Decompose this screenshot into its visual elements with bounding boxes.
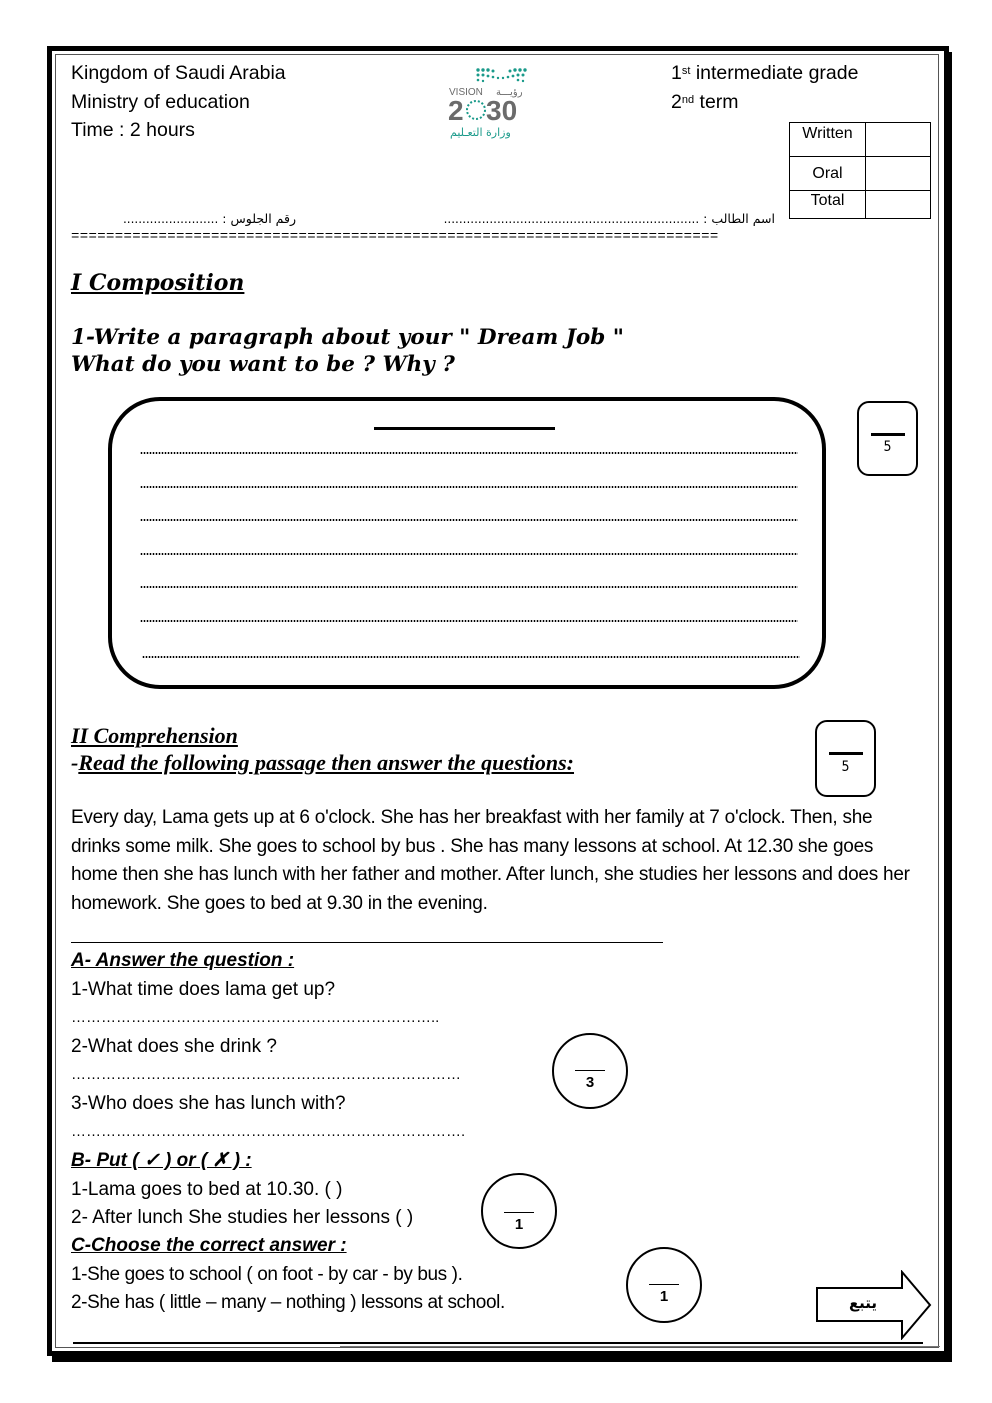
header-separator: ========================================================================== bbox=[71, 229, 719, 245]
part-a bbox=[71, 947, 465, 1147]
header-term: 2nd term bbox=[671, 90, 739, 113]
vision-2030-logo bbox=[446, 65, 556, 141]
writing-line-1[interactable] bbox=[140, 452, 798, 454]
continue-label: يتبع bbox=[848, 1294, 878, 1312]
mark-line bbox=[504, 1212, 534, 1213]
score-row-oral bbox=[790, 157, 931, 191]
score-row-total bbox=[790, 191, 931, 219]
reading-passage: Every day, Lama gets up at 6 o'clock. She has her breakfast with her family at 7 o'clock. Then, she drinks some milk. She goes to school by bus . She has many lessons at school. At 12.30 she goes home then she has lunch with her father and mother. After lunch, she studies her lessons and does her homework. She goes to bed at 9.30 in the evening. bbox=[71, 807, 910, 914]
student-name-label: اسم الطالب : bbox=[703, 211, 775, 226]
score-field-oral[interactable] bbox=[866, 157, 931, 191]
bottom-rule bbox=[73, 1342, 923, 1344]
student-name-dots: ................................................................... bbox=[443, 212, 700, 226]
student-name-field[interactable] bbox=[352, 211, 775, 226]
seat-number-dots: ......................... bbox=[122, 212, 219, 226]
score-label-oral: Oral bbox=[790, 157, 866, 191]
part-a-answer-3[interactable]: ……………………………………………………………………. bbox=[71, 1123, 466, 1140]
writing-line-7[interactable] bbox=[142, 656, 800, 658]
svg-text:وزارة التعـليم: وزارة التعـليم bbox=[450, 126, 511, 139]
comprehension-heading: II Comprehension bbox=[71, 723, 238, 748]
mark-line bbox=[575, 1070, 605, 1071]
continue-arrow[interactable] bbox=[815, 1270, 933, 1340]
header-grade: 1st intermediate grade bbox=[671, 62, 859, 84]
composition-question-line1: 1-Write a paragraph about your " Dream Job " bbox=[71, 325, 624, 350]
comprehension-mark-total: 5 bbox=[841, 759, 850, 775]
part-c bbox=[71, 1232, 505, 1318]
score-table bbox=[789, 122, 931, 219]
bottom-rule-thin bbox=[340, 1346, 940, 1347]
part-a-heading: A- Answer the question : bbox=[71, 950, 295, 971]
composition-question-line2: What do you want to be ? Why ? bbox=[71, 352, 455, 377]
header-left bbox=[71, 59, 286, 145]
header-kingdom: Kingdom of Saudi Arabia bbox=[71, 62, 286, 84]
seat-number-field[interactable] bbox=[88, 211, 296, 226]
part-c-item-2[interactable]: 2-She has ( little – many – nothing ) lessons at school. bbox=[71, 1292, 505, 1313]
score-label-total: Total bbox=[790, 191, 866, 219]
comprehension-mark-box bbox=[815, 720, 876, 797]
header-time: Time : 2 hours bbox=[71, 119, 195, 141]
score-field-total[interactable] bbox=[866, 191, 931, 219]
svg-text:2: 2 bbox=[448, 95, 463, 126]
part-b-heading: B- Put ( ✓ ) or ( ✗ ) : bbox=[71, 1150, 252, 1171]
part-b bbox=[71, 1147, 413, 1233]
composition-writing-box[interactable] bbox=[108, 397, 826, 689]
writing-line-6[interactable] bbox=[140, 620, 798, 622]
writing-line-3[interactable] bbox=[140, 519, 798, 521]
part-c-heading: C-Choose the correct answer : bbox=[71, 1235, 347, 1256]
seat-number-label: رقم الجلوس : bbox=[222, 211, 296, 226]
svg-text:30: 30 bbox=[486, 95, 518, 126]
svg-text:رؤيـــة: رؤيـــة bbox=[496, 87, 523, 98]
part-b-mark-total: 1 bbox=[514, 1216, 524, 1233]
header-ministry: Ministry of education bbox=[71, 90, 250, 113]
composition-title-line[interactable] bbox=[374, 427, 555, 430]
writing-line-5[interactable] bbox=[140, 586, 798, 588]
part-a-question-3: 3-Who does she has lunch with? bbox=[71, 1092, 346, 1114]
composition-mark-total: 5 bbox=[883, 439, 892, 455]
logo-dots-icon bbox=[446, 65, 556, 141]
part-c-item-1[interactable]: 1-She goes to school ( on foot - by car - by bus ). bbox=[71, 1263, 463, 1285]
part-a-answer-1[interactable]: ……………………………………………………………….. bbox=[71, 1009, 440, 1026]
part-a-question-1: 1-What time does lama get up? bbox=[71, 978, 336, 1000]
mark-line bbox=[829, 752, 863, 755]
composition-mark-box bbox=[857, 401, 918, 476]
passage-separator bbox=[71, 942, 663, 943]
part-a-question-2: 2-What does she drink ? bbox=[71, 1035, 277, 1057]
writing-line-4[interactable] bbox=[140, 553, 798, 555]
composition-heading: I Composition bbox=[71, 270, 245, 296]
score-field-written[interactable] bbox=[866, 123, 931, 157]
mark-line bbox=[871, 433, 905, 436]
part-b-item-1[interactable]: 1-Lama goes to bed at 10.30. ( ) bbox=[71, 1178, 343, 1200]
part-a-mark-circle bbox=[552, 1033, 628, 1109]
comprehension-instruction: -Read the following passage then answer the questions: bbox=[71, 750, 575, 775]
part-a-mark-total: 3 bbox=[585, 1074, 595, 1091]
part-c-mark-circle bbox=[626, 1247, 702, 1323]
composition-question bbox=[71, 324, 624, 378]
part-b-item-2[interactable]: 2- After lunch She studies her lessons ( ) bbox=[71, 1207, 414, 1228]
svg-text:VISION: VISION bbox=[449, 87, 483, 98]
score-row-written bbox=[790, 123, 931, 157]
part-c-mark-total: 1 bbox=[659, 1288, 669, 1305]
part-a-answer-2[interactable]: …………………………………………………………………… bbox=[71, 1066, 461, 1083]
score-label-written: Written bbox=[790, 123, 866, 157]
mark-line bbox=[649, 1284, 679, 1285]
header-right bbox=[671, 59, 858, 116]
writing-line-2[interactable] bbox=[140, 486, 798, 488]
